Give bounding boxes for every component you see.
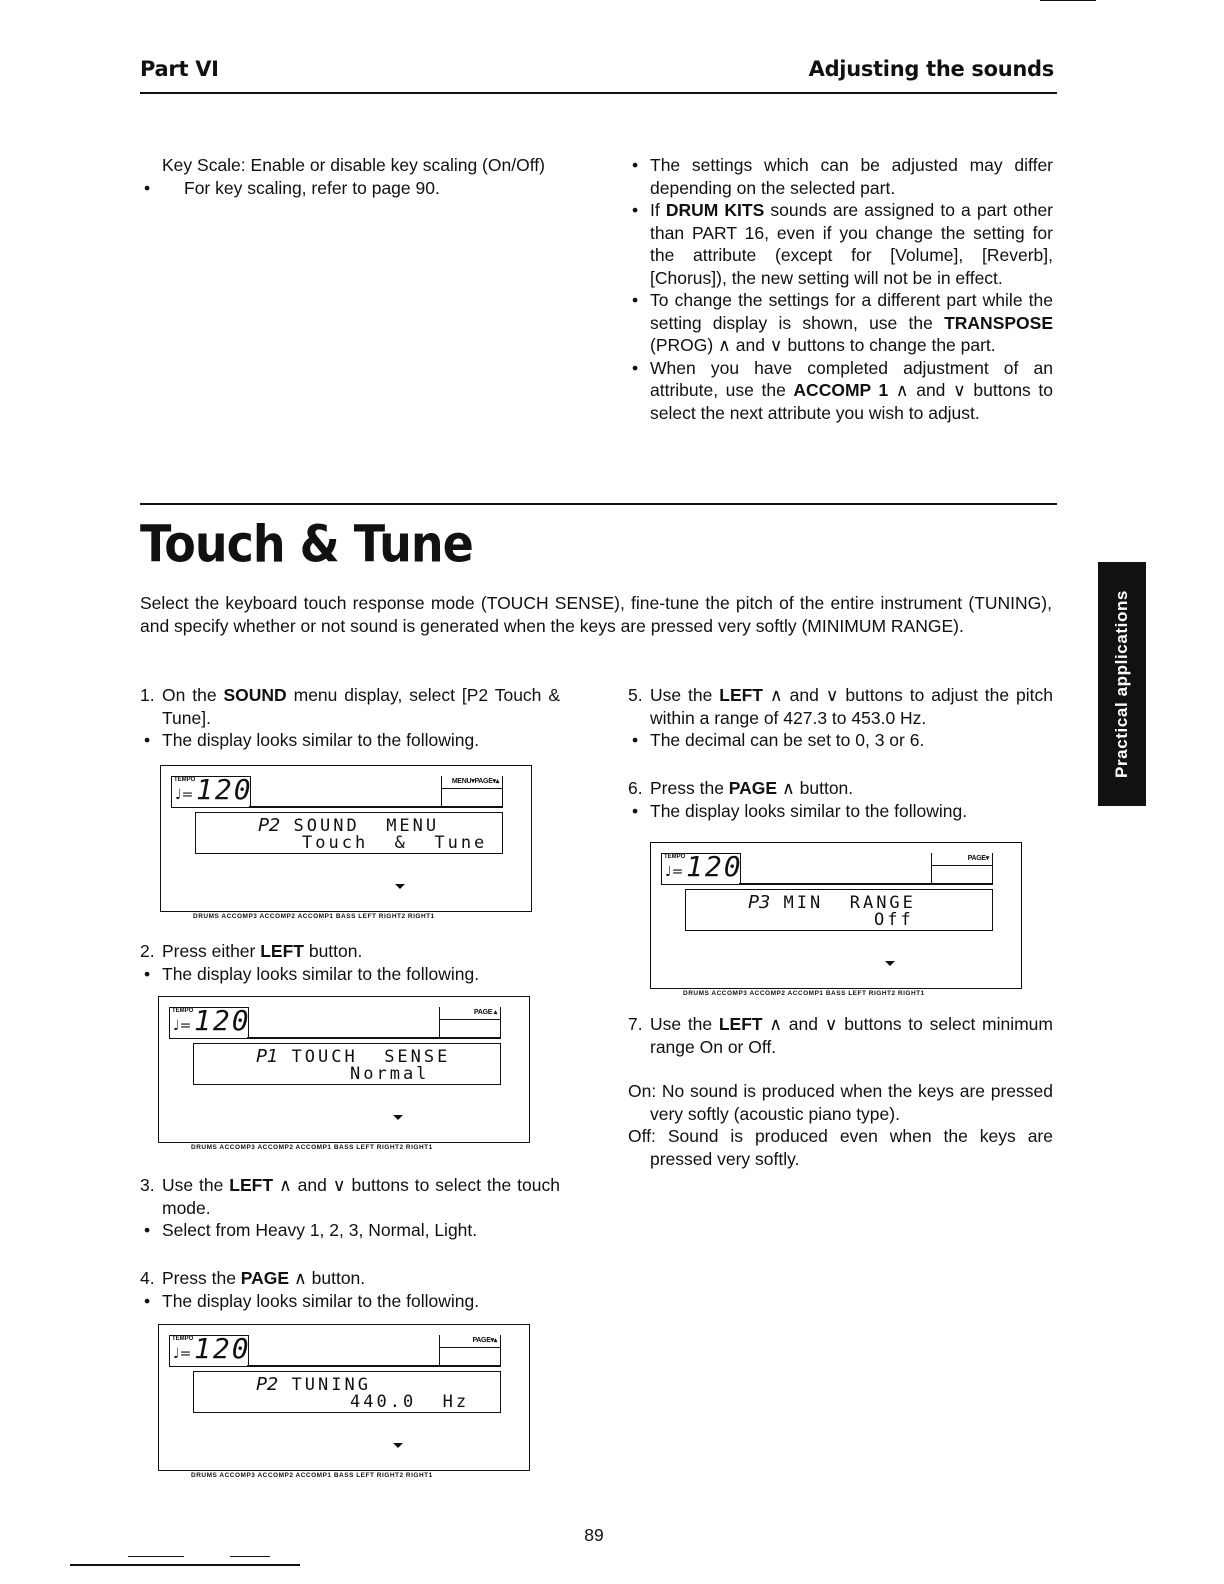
lcd-display-tuning [158, 1324, 530, 1479]
tempo-box: TEMPO ♩= 120 [171, 776, 251, 808]
step-4 [140, 1267, 560, 1312]
lcd-main: P3 MIN RANGE Off [685, 889, 993, 931]
page-number: 89 [584, 1525, 604, 1545]
on-definition: On: No sound is produced when the keys are pressed very softly (acoustic piano type). [628, 1081, 1053, 1124]
side-tab [1098, 562, 1146, 806]
lcd-main: P2 TUNING 440.0 Hz [193, 1371, 501, 1413]
step-7 [628, 1013, 1053, 1058]
step-5-text: 5. Use the LEFT ∧ and ∨ buttons to adjust the pitch within a range of 427.3 to 453.0 Hz. [628, 685, 1053, 728]
page-indicator: PAGE▾ [931, 853, 993, 883]
step-2-bullet: • The display looks similar to the following. [140, 963, 560, 986]
step-1-bullet: • The display looks similar to the following. [140, 729, 560, 752]
step-2 [140, 940, 560, 985]
step-1-text: 1. On the SOUND menu display, select [P2 Touch & Tune]. [140, 685, 560, 728]
part-labels: DRUMS ACCOMP3 ACCOMP2 ACCOMP1 BASS LEFT RIGHT2 RIGHT1 [683, 990, 925, 997]
lcd-main: P1 TOUCH SENSE Normal [193, 1043, 501, 1085]
step-3-text: 3. Use the LEFT ∧ and ∨ buttons to select the touch mode. [140, 1175, 560, 1218]
page-title: Touch & Tune [140, 514, 473, 574]
step-3 [140, 1174, 560, 1242]
lead-paragraph: Select the keyboard touch response mode (TOUCH SENSE), fine-tune the pitch of the entire instrument (TUNING), and specify whether or not sound is generated when the keys are pressed very softly (MINIMUM RANGE). [140, 593, 1052, 636]
part-labels: DRUMS ACCOMP3 ACCOMP2 ACCOMP1 BASS LEFT RIGHT2 RIGHT1 [191, 1144, 433, 1151]
step-7-text: 7. Use the LEFT ∧ and ∨ buttons to select minimum range On or Off. [628, 1014, 1053, 1057]
down-arrow-icon [393, 1443, 403, 1448]
intro-right [628, 154, 1053, 424]
tempo-box: TEMPO ♩= 120 [169, 1335, 249, 1367]
step-6 [628, 777, 1053, 822]
accomp-bullet: • When you have completed adjustment of an attribute, use the ACCOMP 1 ∧ and ∨ buttons to select the next attribute you wish to adjust. [628, 357, 1053, 425]
tempo-box: TEMPO ♩= 120 [169, 1007, 249, 1039]
tempo-box: TEMPO ♩= 120 [661, 853, 741, 885]
step-2-text: 2. Press either LEFT button. [140, 941, 363, 961]
side-tab-label: Practical applications [1112, 590, 1131, 778]
settings-bullet: • The settings which can be adjusted may differ depending on the selected part. [628, 154, 1053, 199]
footer-rule [70, 1564, 300, 1566]
transpose-bullet: • To change the settings for a different part while the setting display is shown, use the TRANSPOSE (PROG) ∧ and ∨ buttons to change the part. [628, 289, 1053, 357]
down-arrow-icon [393, 1115, 403, 1120]
drum-kits-bullet: • If DRUM KITS sounds are assigned to a part other than PART 16, even if you change the setting for the attribute (except for [Volume], [Reverb], [Chorus]), the new setting will not be in effect. [628, 199, 1053, 289]
off-definition: Off: Sound is produced even when the keys are pressed very softly. [628, 1126, 1053, 1169]
step-3-bullet: • Select from Heavy 1, 2, 3, Normal, Light. [140, 1219, 560, 1242]
part-label: Part VI [140, 57, 219, 81]
step-5-bullet: • The decimal can be set to 0, 3 or 6. [628, 729, 1053, 752]
page-indicator: MENU▾PAGE▾▴ [441, 776, 503, 806]
page-indicator: PAGE ▴ [439, 1007, 501, 1037]
header-rule [140, 92, 1057, 94]
step-4-bullet: • The display looks similar to the following. [140, 1290, 560, 1313]
intro-left [162, 154, 562, 199]
step-5 [628, 684, 1053, 752]
down-arrow-icon [395, 884, 405, 889]
key-scale-text: Key Scale: Enable or disable key scaling (On/Off) [162, 155, 545, 175]
part-labels: DRUMS ACCOMP3 ACCOMP2 ACCOMP1 BASS LEFT RIGHT2 RIGHT1 [191, 1472, 433, 1479]
step-4-text: 4. Press the PAGE ∧ button. [140, 1268, 366, 1288]
section-header: Adjusting the sounds [808, 57, 1054, 81]
down-arrow-icon [885, 961, 895, 966]
lcd-display-sound-menu [160, 765, 532, 920]
page-indicator: PAGE▾▴ [439, 1335, 501, 1365]
step-6-text: 6. Press the PAGE ∧ button. [628, 778, 854, 798]
part-labels: DRUMS ACCOMP3 ACCOMP2 ACCOMP1 BASS LEFT RIGHT2 RIGHT1 [193, 913, 435, 920]
step-6-bullet: • The display looks similar to the following. [628, 800, 1053, 823]
corner-mark [1040, 0, 1096, 1]
step-1 [140, 684, 560, 752]
lcd-main: P2 SOUND MENU Touch & Tune [195, 812, 503, 854]
lcd-display-min-range [650, 842, 1022, 997]
footer-mark [128, 1556, 184, 1557]
footer-mark [230, 1556, 270, 1557]
on-off-definitions [628, 1080, 1053, 1170]
section-rule [140, 503, 1057, 505]
key-scale-bullet: • For key scaling, refer to page 90. [140, 177, 562, 200]
lcd-display-touch-sense [158, 996, 530, 1151]
